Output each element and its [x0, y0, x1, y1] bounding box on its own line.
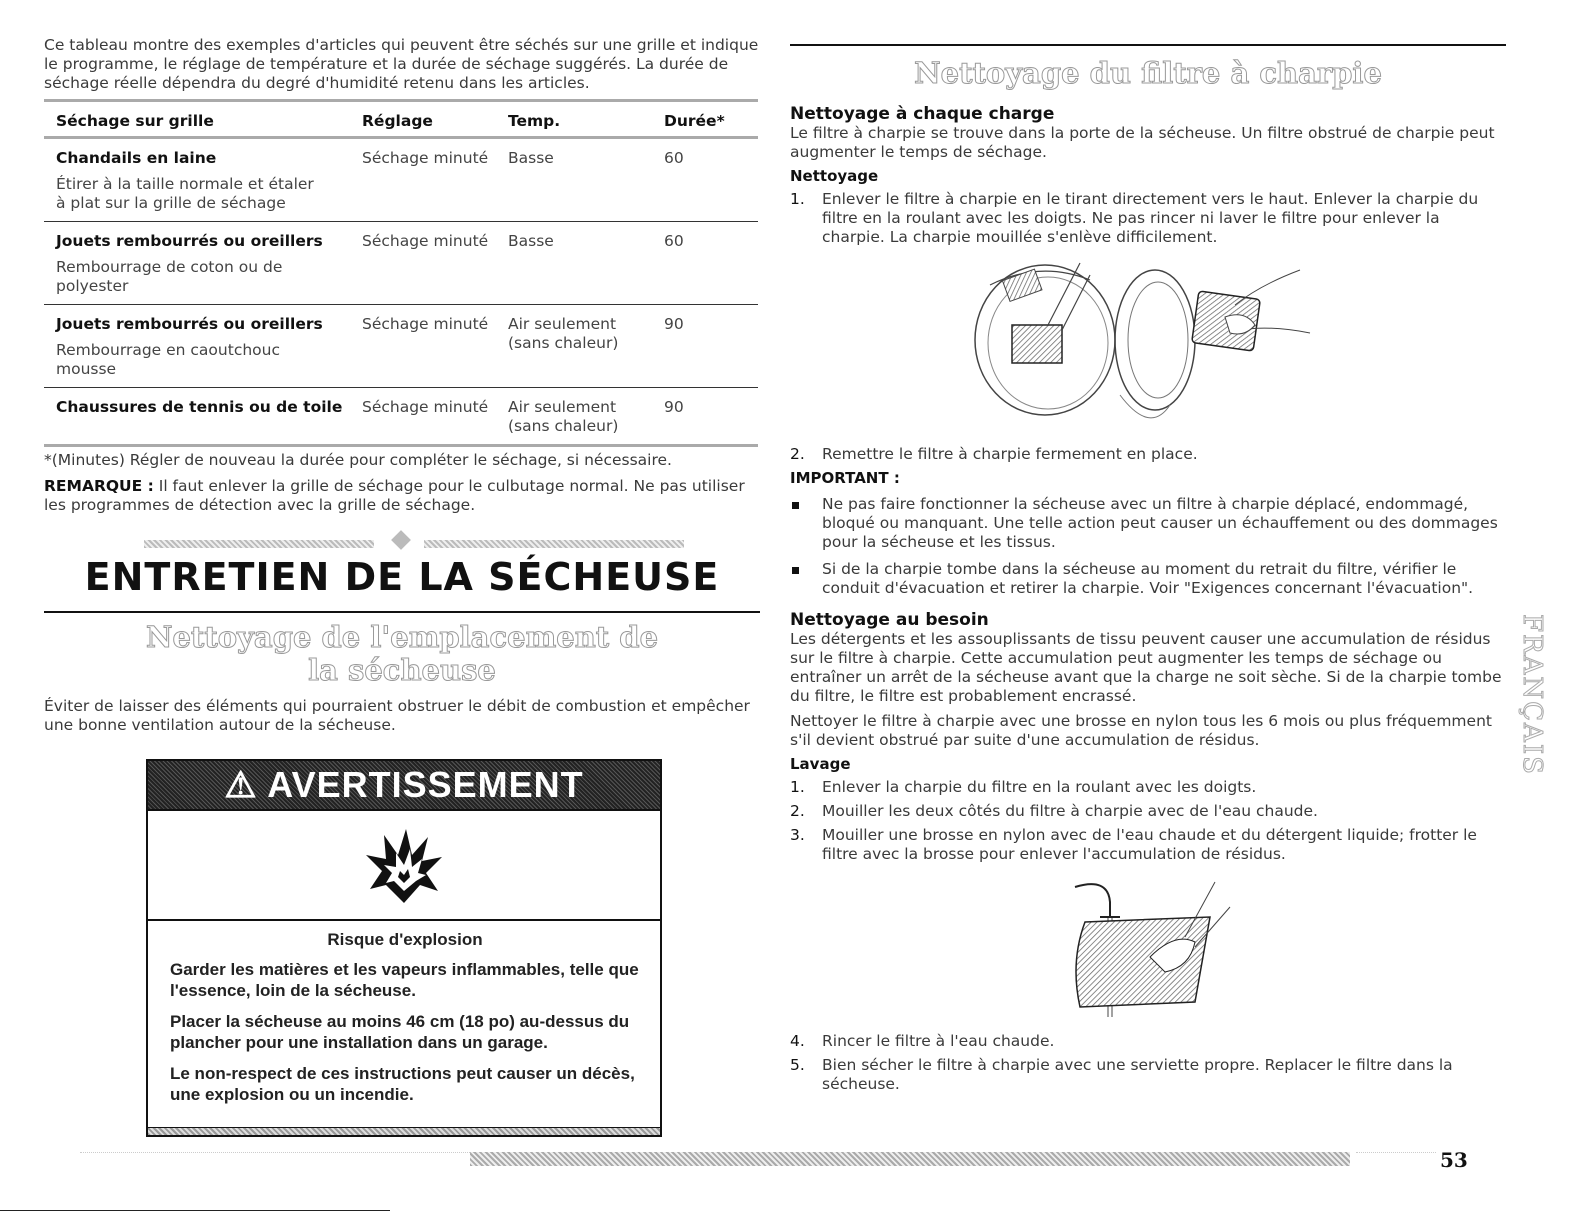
warning-text: Garder les matières et les vapeurs inflammables, telle que l'essence, loin de la sécheuse.: [170, 960, 639, 1000]
warning-text: Placer la sécheuse au moins 46 cm (18 po) au-dessus du plancher pour une installation dans un garage.: [170, 1012, 630, 1052]
heading-each-load: Nettoyage à chaque charge: [790, 104, 1055, 124]
row-item-desc: Rembourrage en caoutchouc mousse: [56, 341, 280, 378]
warning-header: ⚠ AVERTISSEMENT: [148, 761, 660, 809]
location-intro: Éviter de laisser des éléments qui pourraient obstruer le débit de combustion et empêcher une bonne ventilation autour de la sécheuse.: [44, 697, 750, 734]
row-item-desc: Étirer à la taille normale et étaler à plat sur la grille de séchage: [56, 175, 314, 212]
lint-filter-title: Nettoyage du filtre à charpie: [914, 56, 1382, 90]
section-rule: [44, 611, 760, 613]
explosion-icon: [364, 825, 444, 905]
subsection-title: [44, 621, 760, 687]
warning-text: Le non-respect de ces instructions peut causer un décès, une explosion ou un incendie.: [170, 1064, 635, 1104]
row-item-name: Chandails en laine: [56, 149, 217, 167]
table-intro: Ce tableau montre des exemples d'articles qui peuvent être séchés sur une grille et indique le programme, le réglage de température et la durée de séchage suggérés. La durée de séchage réelle dépendra du degré d'humidité retenu dans les articles.: [44, 36, 759, 92]
row-setting: Séchage minuté: [362, 315, 489, 333]
subsection-title-line2: la sécheuse: [308, 653, 496, 687]
row-temp: Air seulement (sans chaleur): [508, 315, 619, 352]
language-tab: [1512, 614, 1552, 776]
table-row: [44, 388, 758, 447]
list-item: 2. Mouiller les deux côtés du filtre à charpie avec de l'eau chaude.: [790, 802, 1318, 820]
row-time: 90: [664, 315, 684, 333]
row-item-name: Jouets rembourrés ou oreillers: [56, 232, 323, 250]
row-time: 60: [664, 232, 684, 250]
bullet-square-icon: [792, 502, 799, 509]
drying-rack-table: [44, 99, 758, 447]
as-needed-text: Nettoyer le filtre à charpie avec une brosse en nylon tous les 6 mois ou plus fréquemment s'il devient obstrué par suite d'une accumulation de résidus.: [790, 712, 1492, 749]
table-footnote: *(Minutes) Régler de nouveau la durée pour compléter le séchage, si nécessaire.: [44, 451, 672, 469]
heading-wash: Lavage: [790, 755, 851, 773]
bullet-item: Ne pas faire fonctionner la sécheuse avec un filtre à charpie déplacé, endommagé, bloqué ou manquant. Une telle action peut causer un échauffement ou des dommages pour la sécheuse et les tissus.: [790, 495, 1506, 552]
warning-box: [146, 759, 662, 1137]
col-header-time: Durée*: [664, 112, 725, 130]
row-setting: Séchage minuté: [362, 149, 489, 167]
remark-label: REMARQUE :: [44, 477, 154, 495]
footer-bar: [470, 1152, 1350, 1166]
col-header-setting: Réglage: [362, 112, 433, 130]
col-header-item: Séchage sur grille: [56, 112, 214, 130]
row-setting: Séchage minuté: [362, 232, 489, 250]
remark: [44, 477, 760, 515]
as-needed-text: Les détergents et les assouplissants de tissu peuvent causer une accumulation de résidus sur le filtre à charpie. Cette accumulation peut augmenter les temps de séchage ou entraîner un arrêt de la sécheuse avant que la charge ne soit sèche. Si de la charpie tombe du filtre, le filtre est probablement encrassé.: [790, 630, 1502, 705]
row-item-desc: Rembourrage de coton ou de polyester: [56, 258, 283, 295]
list-item: 5. Bien sécher le filtre à charpie avec une serviette propre. Replacer le filtre dans la sécheuse.: [790, 1056, 1453, 1093]
row-time: 60: [664, 149, 684, 167]
list-item: 4. Rincer le filtre à l'eau chaude.: [790, 1032, 1055, 1050]
row-temp: Air seulement (sans chaleur): [508, 398, 619, 435]
subsection-title-line1: Nettoyage de l'emplacement de: [145, 620, 659, 654]
remark-text: Il faut enlever la grille de séchage pour le culbutage normal. Ne pas utiliser les programmes de détection avec la grille de séchage.: [44, 477, 745, 514]
heading-as-needed: Nettoyage au besoin: [790, 610, 989, 630]
language-label: FRANÇAIS: [1517, 614, 1547, 776]
page-number: 53: [1440, 1148, 1468, 1172]
row-item-name: Chaussures de tennis ou de toile: [56, 398, 343, 416]
section-title: ENTRETIEN DE LA SÉCHEUSE: [84, 555, 720, 599]
section-rule: [790, 44, 1506, 46]
right-column: [790, 36, 1506, 1099]
row-setting: Séchage minuté: [362, 398, 489, 416]
heading-cleaning: Nettoyage: [790, 167, 879, 185]
ornament-divider: [84, 533, 734, 553]
table-header: [44, 102, 758, 139]
lint-filter-removal-illustration: [790, 255, 1506, 440]
row-temp: Basse: [508, 232, 554, 250]
col-header-temp: Temp.: [508, 112, 561, 130]
left-column: [44, 36, 760, 1137]
table-row: [44, 139, 758, 222]
list-item: 1. Enlever la charpie du filtre en la roulant avec les doigts.: [790, 778, 1257, 796]
table-row: [44, 305, 758, 388]
each-load-text: Le filtre à charpie se trouve dans la porte de la sécheuse. Un filtre obstrué de charpie peut augmenter le temps de séchage.: [790, 124, 1495, 161]
table-row: [44, 222, 758, 305]
list-item: 2. Remettre le filtre à charpie fermement en place.: [790, 445, 1198, 463]
row-item-name: Jouets rembourrés ou oreillers: [56, 315, 323, 333]
filter-washing-illustration: [790, 872, 1506, 1027]
row-temp: Basse: [508, 149, 554, 167]
bullet-item: Si de la charpie tombe dans la sécheuse au moment du retrait du filtre, vérifier le conduit d'évacuation et retirer la charpie. Voir "Exigences concernant l'évacuation".: [790, 560, 1506, 598]
list-item: 3. Mouiller une brosse en nylon avec de l'eau chaude et du détergent liquide; frotter le filtre avec la brosse pour enlever l'accumulation de résidus.: [790, 826, 1477, 863]
warning-risk: Risque d'explosion: [327, 930, 483, 949]
row-time: 90: [664, 398, 684, 416]
diamond-icon: [391, 530, 411, 550]
list-item: 1. Enlever le filtre à charpie en le tirant directement vers le haut. Enlever la charpie du filtre en la roulant avec les doigts. Ne pas rincer ni laver le filtre pour enlever la charpie. La charpie mouillée s'enlève difficilement.: [790, 190, 1479, 246]
bullet-square-icon: [792, 567, 799, 574]
heading-important: IMPORTANT :: [790, 469, 900, 487]
